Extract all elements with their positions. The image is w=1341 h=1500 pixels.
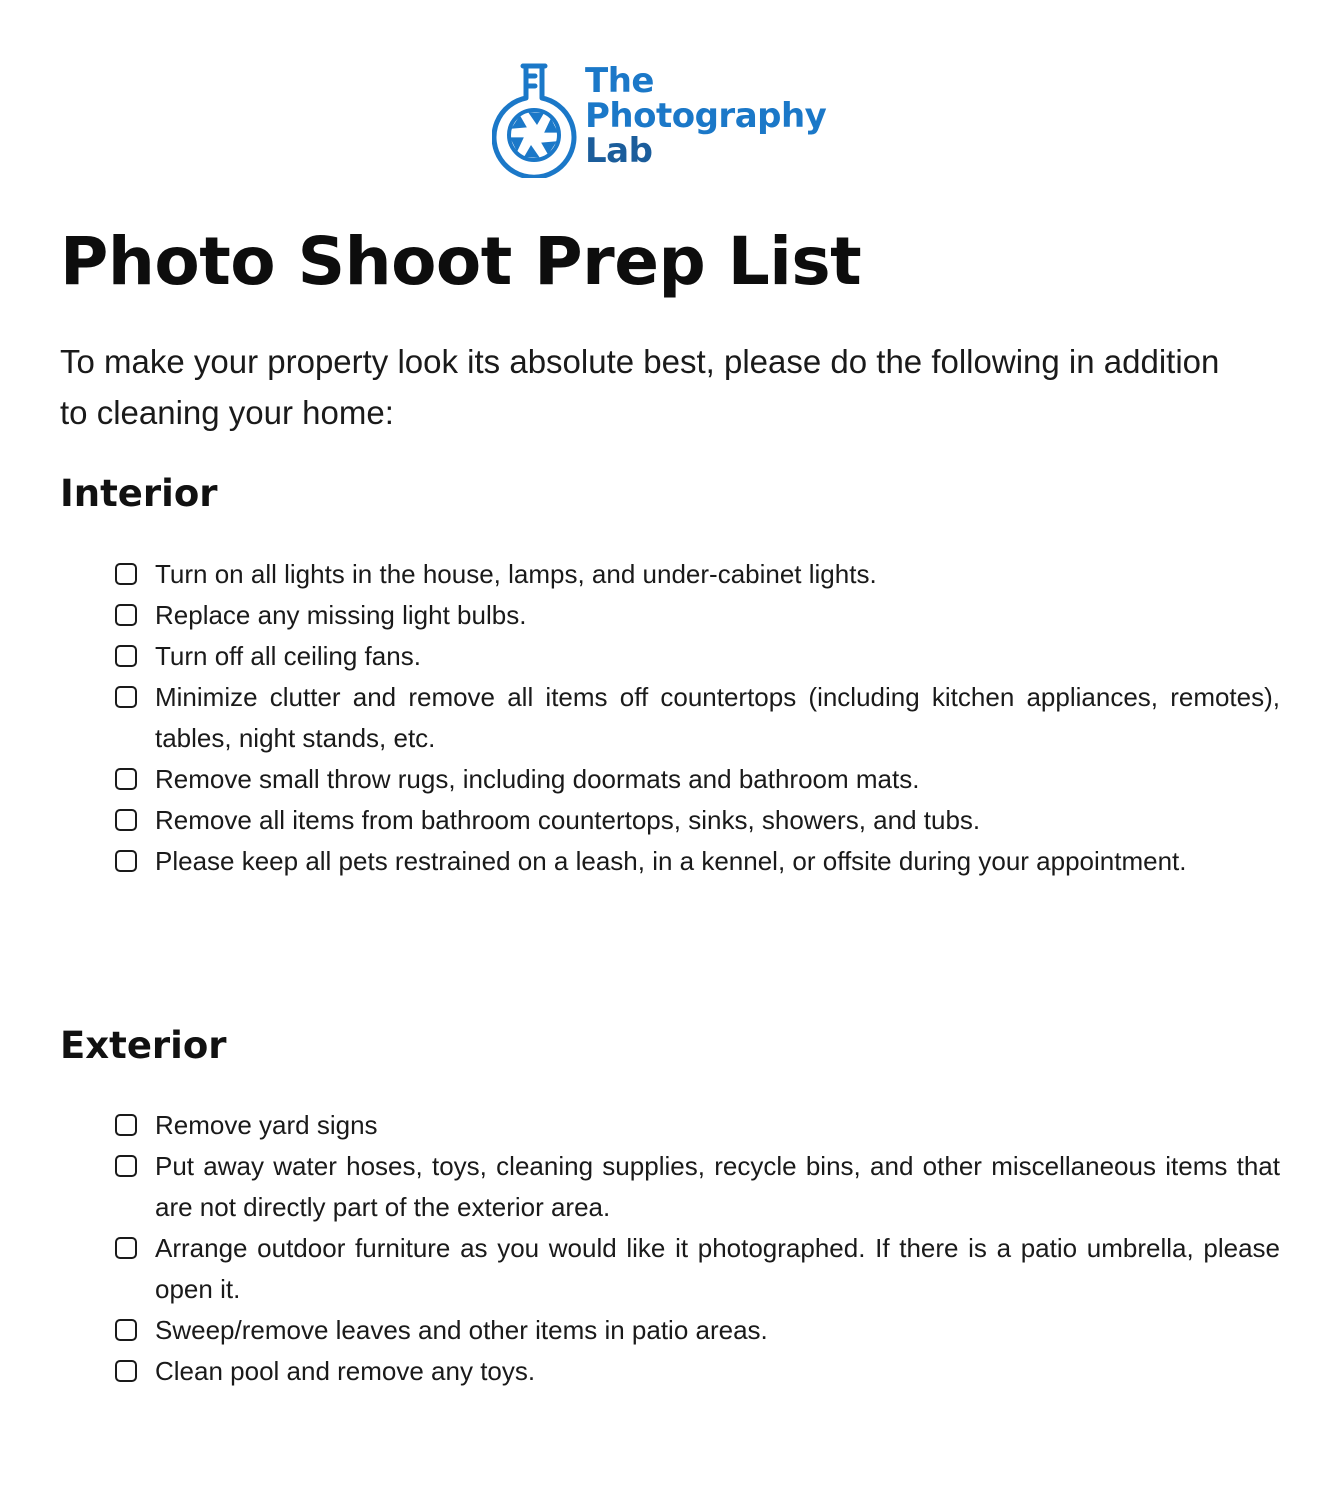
checklist-item <box>112 800 1280 841</box>
checklist-item <box>112 677 1280 759</box>
checklist-item-text: Clean pool and remove any toys. <box>155 1356 536 1386</box>
brand-logo <box>492 60 852 180</box>
checklist-item-text: Sweep/remove leaves and other items in patio areas. <box>155 1315 768 1345</box>
checkbox[interactable] <box>115 768 137 790</box>
checkbox[interactable] <box>115 604 137 626</box>
checkbox[interactable] <box>115 1237 137 1259</box>
page-title: Photo Shoot Prep List <box>60 223 862 300</box>
checkbox[interactable] <box>115 850 137 872</box>
checklist-item-text: Remove yard signs <box>155 1110 378 1140</box>
checklist-item-text: Arrange outdoor furniture as you would like it photographed. If there is a patio umbrella, please open it. <box>155 1233 1280 1304</box>
flask-aperture-icon <box>492 60 578 178</box>
checklist-item <box>112 1228 1280 1310</box>
checkbox[interactable] <box>115 563 137 585</box>
checklist-item-text: Remove all items from bathroom countertops, sinks, showers, and tubs. <box>155 805 981 835</box>
checkbox[interactable] <box>115 1155 137 1177</box>
checkbox[interactable] <box>115 1360 137 1382</box>
checkbox[interactable] <box>115 645 137 667</box>
exterior-heading: Exterior <box>60 1024 227 1067</box>
brand-name-line-3: Lab <box>585 131 653 171</box>
checklist-item <box>112 759 1280 800</box>
intro-text: To make your property look its absolute best, please do the following in addition to cleaning your home: <box>60 343 1220 431</box>
checkbox[interactable] <box>115 1114 137 1136</box>
checklist-item <box>112 554 1280 595</box>
checklist-item <box>112 1105 1280 1146</box>
checklist-item <box>112 1351 1280 1392</box>
checkbox[interactable] <box>115 1319 137 1341</box>
checklist-item-text: Replace any missing light bulbs. <box>155 600 527 630</box>
checklist-item-text: Minimize clutter and remove all items off countertops (including kitchen appliances, remotes), tables, night stands, etc. <box>155 682 1280 753</box>
checklist-item <box>112 1146 1280 1228</box>
brand-name-line-2: Photography <box>585 96 827 136</box>
checklist-item <box>112 1310 1280 1351</box>
checklist-item <box>112 595 1280 636</box>
checklist-item <box>112 841 1280 882</box>
checklist-item-text: Turn on all lights in the house, lamps, and under-cabinet lights. <box>155 559 877 589</box>
checklist-item-text: Please keep all pets restrained on a leash, in a kennel, or offsite during your appointment. <box>155 846 1187 876</box>
checklist-item-text: Remove small throw rugs, including doormats and bathroom mats. <box>155 764 920 794</box>
brand-name-line-1: The <box>585 61 654 101</box>
checklist-item-text: Put away water hoses, toys, cleaning supplies, recycle bins, and other miscellaneous items that are not directly part of the exterior area. <box>155 1151 1280 1222</box>
exterior-checklist <box>112 1105 1280 1392</box>
checklist-item-text: Turn off all ceiling fans. <box>155 641 421 671</box>
checkbox[interactable] <box>115 686 137 708</box>
interior-heading: Interior <box>60 472 218 515</box>
checkbox[interactable] <box>115 809 137 831</box>
interior-checklist <box>112 554 1280 882</box>
checklist-item <box>112 636 1280 677</box>
brand-name <box>585 61 827 171</box>
